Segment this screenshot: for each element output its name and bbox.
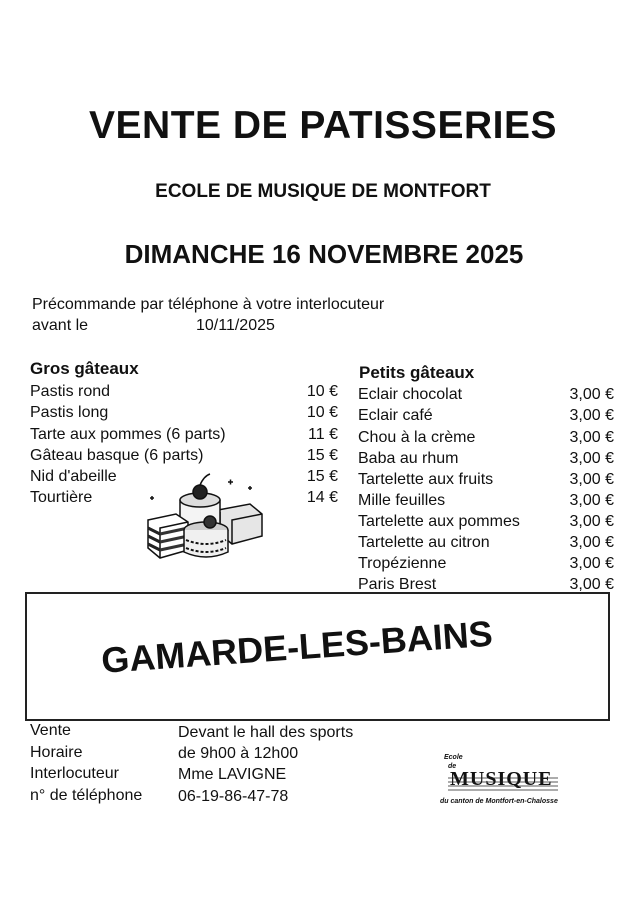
item-name: Baba au rhum bbox=[358, 450, 459, 467]
item-price: 3,00 € bbox=[569, 534, 614, 551]
item-name: Pastis long bbox=[30, 404, 109, 421]
item-price: 3,00 € bbox=[569, 555, 614, 572]
pastries-illustration bbox=[140, 470, 270, 570]
item-name: Tropézienne bbox=[358, 555, 447, 572]
item-name: Gâteau basque (6 parts) bbox=[30, 447, 204, 464]
staff-lines-icon bbox=[448, 772, 558, 796]
petits-gateaux-heading: Petits gâteaux bbox=[359, 363, 475, 382]
item-price: 3,00 € bbox=[569, 386, 614, 403]
item-price: 10 € bbox=[306, 383, 338, 400]
item-price: 3,00 € bbox=[569, 471, 614, 488]
preorder-deadline-label: avant le bbox=[32, 317, 89, 334]
item-name: Tartelette aux pommes bbox=[358, 513, 520, 530]
item-price: 3,00 € bbox=[569, 492, 614, 509]
flyer-title: VENTE DE PATISSERIES bbox=[89, 104, 557, 147]
item-price: 3,00 € bbox=[569, 513, 614, 530]
item-name: Tartelette aux fruits bbox=[358, 471, 494, 488]
item-price: 15 € bbox=[306, 447, 338, 464]
vente-value: Devant le hall des sports bbox=[178, 724, 354, 741]
gros-gateaux-heading: Gros gâteaux bbox=[30, 359, 139, 378]
preorder-deadline-date: 10/11/2025 bbox=[196, 317, 275, 334]
school-name: ECOLE DE MUSIQUE DE MONTFORT bbox=[155, 181, 491, 202]
horaire-value: de 9h00 à 12h00 bbox=[178, 745, 299, 762]
horaire-label: Horaire bbox=[30, 744, 83, 761]
item-name: Eclair café bbox=[358, 407, 433, 424]
interlocuteur-value: Mme LAVIGNE bbox=[178, 766, 287, 783]
telephone-value: 06-19-86-47-78 bbox=[178, 788, 289, 805]
interlocuteur-label: Interlocuteur bbox=[30, 765, 119, 782]
item-name: Tourtière bbox=[30, 489, 93, 506]
logo-word: MUSIQUE bbox=[450, 768, 553, 790]
logo-text-de: de bbox=[448, 763, 457, 770]
item-name: Pastis rond bbox=[30, 383, 111, 400]
item-price: 15 € bbox=[306, 468, 338, 485]
item-name: Paris Brest bbox=[358, 576, 437, 593]
logo-text-ecole: Ecole bbox=[444, 754, 463, 761]
item-name: Tarte aux pommes (6 parts) bbox=[30, 426, 226, 443]
item-price: 14 € bbox=[306, 489, 338, 506]
item-name: Chou à la crème bbox=[358, 429, 476, 446]
town-name: GAMARDE-LES-BAINS bbox=[100, 612, 494, 681]
logo-text-canton: du canton de Montfort-en-Chalosse bbox=[440, 798, 558, 805]
item-name: Nid d'abeille bbox=[30, 468, 117, 485]
telephone-label: n° de téléphone bbox=[30, 787, 143, 804]
music-school-logo bbox=[440, 754, 590, 810]
item-price: 3,00 € bbox=[569, 576, 614, 593]
vente-label: Vente bbox=[30, 722, 71, 739]
item-name: Mille feuilles bbox=[358, 492, 446, 509]
item-price: 3,00 € bbox=[569, 450, 614, 467]
item-price: 10 € bbox=[306, 404, 338, 421]
item-price: 11 € bbox=[308, 426, 338, 443]
item-name: Eclair chocolat bbox=[358, 386, 463, 403]
event-date: DIMANCHE 16 NOVEMBRE 2025 bbox=[124, 239, 524, 269]
item-name: Tartelette au citron bbox=[358, 534, 490, 551]
item-price: 3,00 € bbox=[569, 407, 614, 424]
item-price: 3,00 € bbox=[569, 429, 614, 446]
preorder-instruction: Précommande par téléphone à votre interlocuteur bbox=[32, 296, 385, 313]
